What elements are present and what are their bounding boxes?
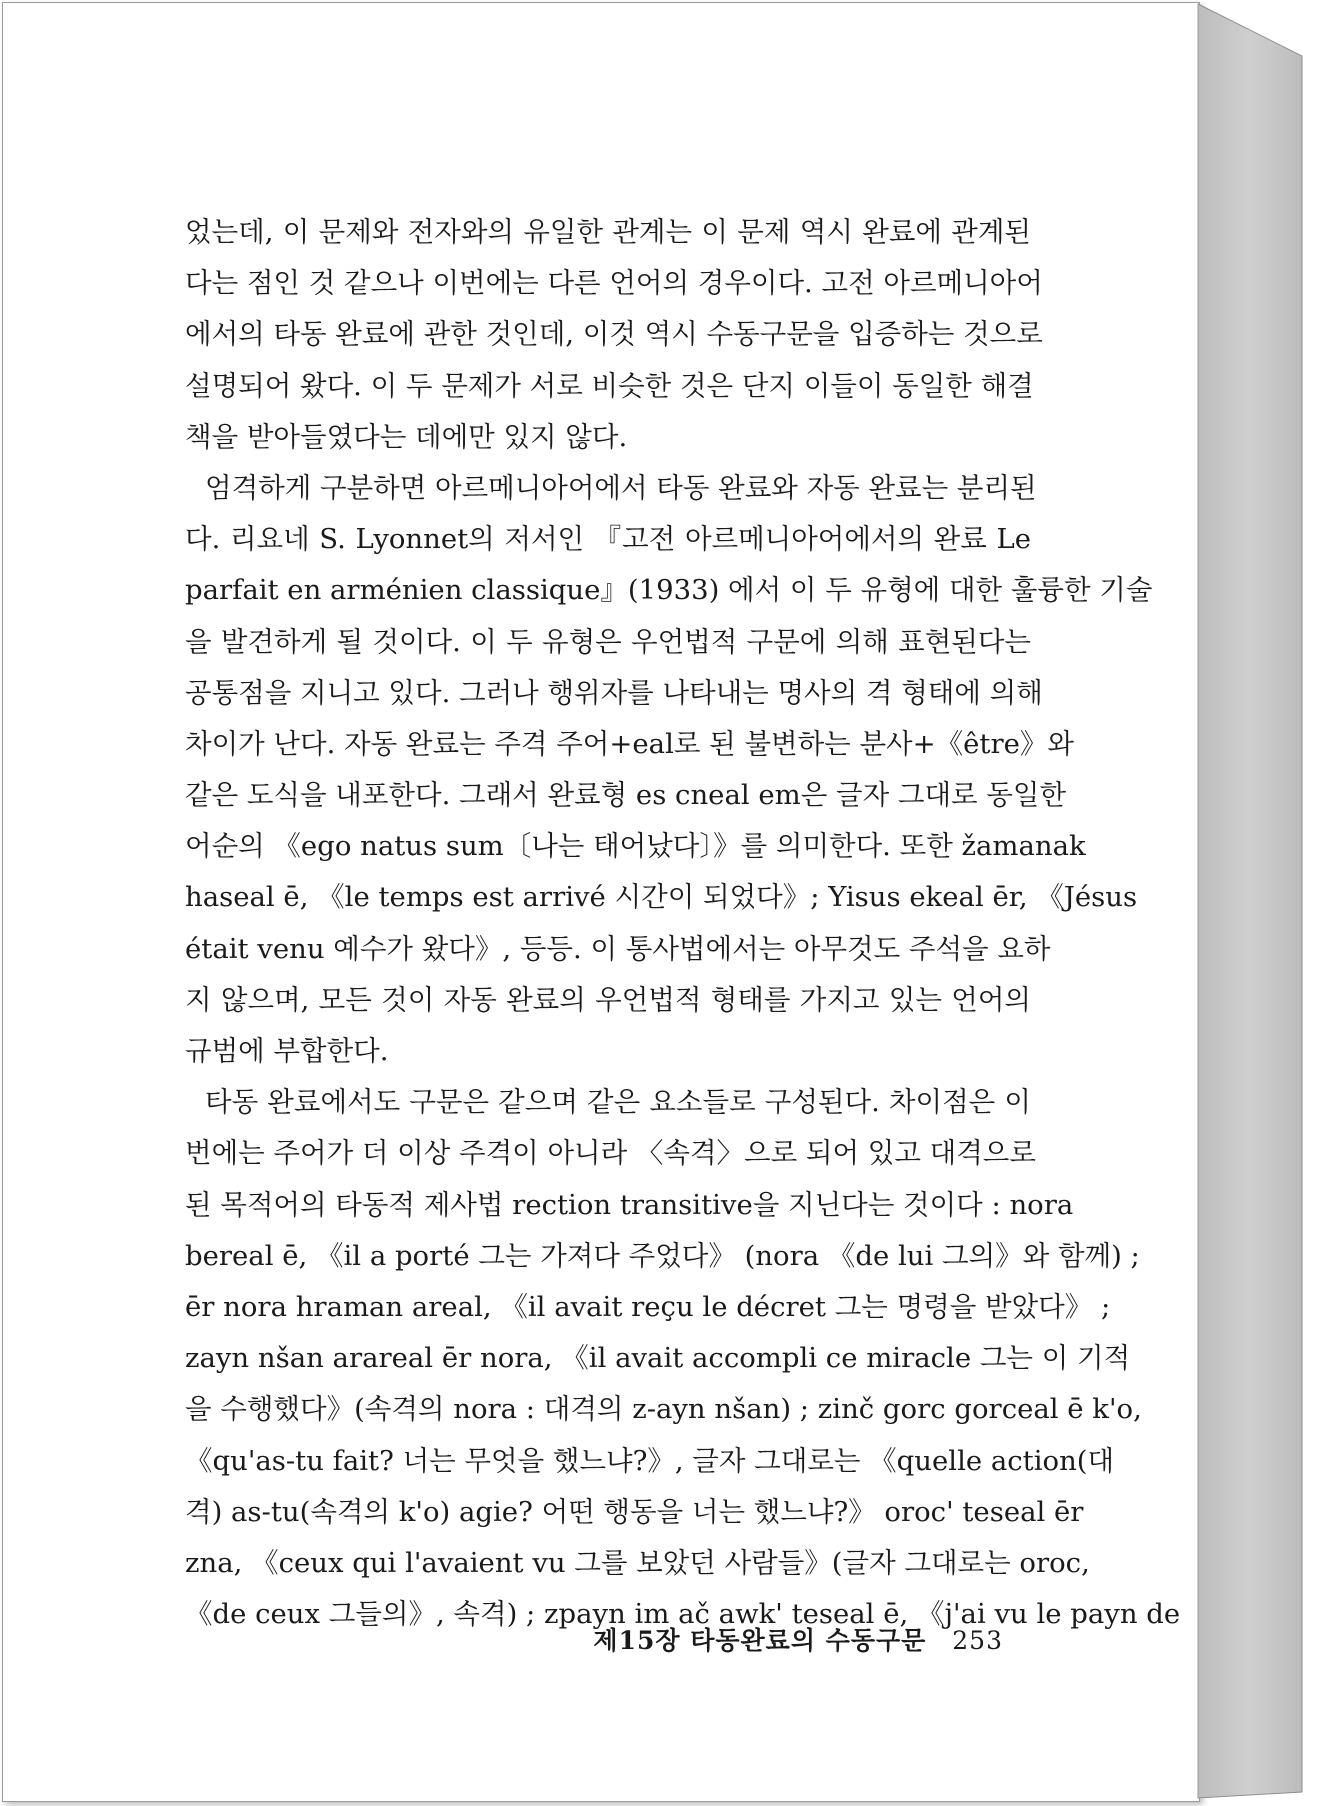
book-spine — [1198, 2, 1324, 1800]
text-line: 타동 완료에서도 구문은 같으며 같은 요소들로 구성된다. 차이점은 이 — [205, 1086, 1031, 1119]
text-line: était venu 예수가 왔다》, 등등. 이 통사법에서는 아무것도 주석을 요하 — [185, 932, 1051, 965]
text-line: zayn nšan arareal ēr nora, 《il avait accompli ce miracle 그는 이 기적 — [185, 1342, 1131, 1375]
text-line: 공통점을 지니고 있다. 그러나 행위자를 나타내는 명사의 격 형태에 의해 — [185, 676, 1043, 709]
text-line: haseal ē, 《le temps est arrivé 시간이 되었다》; Yisus ekeal ēr, 《Jésus — [185, 881, 1138, 914]
text-line: zna, 《ceux qui l'avaient vu 그를 보았던 사람들》(글자 그대로는 oroc, — [185, 1546, 1090, 1579]
text-line: 설명되어 왔다. 이 두 문제가 서로 비슷한 것은 단지 이들이 동일한 해결 — [185, 369, 1034, 402]
text-line: 번에는 주어가 더 이상 주격이 아니라 〈속격〉으로 되어 있고 대격으로 — [185, 1137, 1036, 1170]
text-line: 규범에 부합한다. — [185, 1035, 389, 1067]
text-line: bereal ē, 《il a porté 그는 가져다 주었다》 (nora 《de lui 그의》와 함께) ; — [185, 1239, 1140, 1272]
text-line: ēr nora hraman areal, 《il avait reçu le décret 그는 명령을 받았다》 ; — [185, 1290, 1111, 1323]
text-line: 다. 리요네 S. Lyonnet의 저서인 『고전 아르메니아어에서의 완료 Le — [185, 523, 1031, 556]
text-line: 에서의 타동 완료에 관한 것인데, 이것 역시 수동구문을 입증하는 것으로 — [185, 318, 1043, 351]
text-line: 책을 받아들였다는 데에만 있지 않다. — [185, 420, 628, 453]
text-line: 차이가 난다. 자동 완료는 주격 주어+eal로 된 불변하는 분사+《être》와 — [185, 727, 1074, 760]
page-footer — [3, 1621, 1003, 1657]
text-line: 을 수행했다》(속격의 nora : 대격의 z-ayn nšan) ; zinč gorc gorceal ē k'o, — [185, 1393, 1142, 1426]
book-page — [2, 2, 1200, 1802]
book-edge-shape — [1198, 2, 1324, 1800]
body-text — [185, 207, 1181, 1640]
text-line: 지 않으며, 모든 것이 자동 완료의 우언법적 형태를 가지고 있는 언어의 — [185, 983, 1031, 1016]
text-line: parfait en arménien classique』(1933) 에서 이 두 유형에 대한 훌륭한 기술 — [185, 574, 1153, 607]
text-line: 《qu'as-tu fait? 너는 무엇을 했느냐?》, 글자 그대로는 《quelle action(대 — [185, 1444, 1115, 1477]
text-line: 된 목적어의 타동적 제사법 rection transitive을 지닌다는 것이다 : nora — [185, 1188, 1074, 1221]
text-line: 엄격하게 구분하면 아르메니아어에서 타동 완료와 자동 완료는 분리된 — [205, 471, 1037, 504]
text-line: 을 발견하게 될 것이다. 이 두 유형은 우언법적 구문에 의해 표현된다는 — [185, 625, 1031, 658]
text-line: 어순의 《ego natus sum〔나는 태어났다〕》를 의미한다. 또한 žamanak — [185, 830, 1086, 863]
page-number: 253 — [952, 1626, 1003, 1655]
text-line: 격) as-tu(속격의 k'o) agie? 어떤 행동을 너는 했느냐?》 oroc' teseal ēr — [185, 1495, 1084, 1528]
text-line: 었는데, 이 문제와 전자와의 유일한 관계는 이 문제 역시 완료에 관계된 — [185, 216, 1031, 248]
text-line: 같은 도식을 내포한다. 그래서 완료형 es cneal em은 글자 그대로 동일한 — [185, 779, 1067, 812]
text-line: 다는 점인 것 같으나 이번에는 다른 언어의 경우이다. 고전 아르메니아어 — [185, 267, 1043, 300]
text-line: 《de ceux 그들의》, 속격) ; zpayn im ač awk' teseal ē, 《j'ai vu le payn de — [185, 1598, 1181, 1631]
chapter-title: 제15장 타동완료의 수동구문 — [593, 1626, 927, 1655]
